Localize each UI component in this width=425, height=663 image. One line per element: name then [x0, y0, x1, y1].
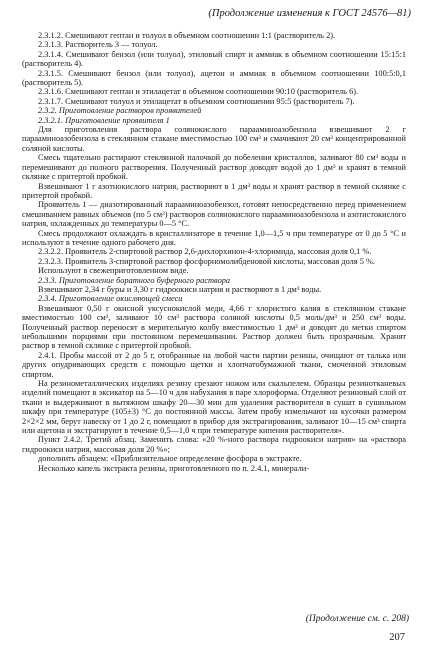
section-heading: 2.3.4. Приготовление окисляющей смеси: [38, 294, 183, 304]
continuation-note: (Продолжение см. с. 208): [305, 614, 409, 624]
paragraph: дополнить абзацем: «Приблизительное определение фосфора в экстракте.: [38, 454, 302, 464]
paragraph: Смесь тщательно растирают стеклянной палочкой до побеления кристаллов, заливают 80 см³ воды и перемешивают до полного растворения. Полученный раствор доводят водой до 1 дм³ и хранят в темной склянке с притертой пробкой.: [22, 153, 406, 182]
section-heading: 2.3.2.1. Приготовление проявителя 1: [38, 115, 170, 125]
paragraph: Проявитель 1 — диазотированный парааминоазобензол, готовят непосредственно перед применением смешиванием равных объемов (по 5 см³) растворов солянокислого парааминоазобензола и азотистокислого натрия, охлажденных до температуры 0—5 °С.: [22, 200, 406, 229]
section-heading: 2.3.3. Приготовление боратного буферного раствора: [38, 275, 231, 285]
page-number: 207: [389, 632, 405, 643]
paragraph: 2.3.1.3. Растворитель 3 — толуол.: [38, 40, 158, 50]
paragraph: Пункт 2.4.2. Третий абзац. Заменить слова: «20 %-ного раствора гидроокиси натрия» на «раствора гидроокиси натрия, массовая доля 20 %»;: [22, 435, 406, 454]
paragraph: Взвешивают 1 г азотнокислого натрия, растворяют в 1 дм³ воды и хранят раствор в темной склянке с притертой пробкой.: [22, 181, 406, 200]
paragraph: 2.3.1.6. Смешивают гептан и этилацетат в объемном соотношении 90:10 (растворитель 6).: [38, 87, 359, 97]
paragraph: Используют в свежеприготовленном виде.: [38, 266, 189, 276]
page-header: (Продолжение изменения к ГОСТ 24576—81): [208, 8, 411, 19]
paragraph: На резинометаллических изделиях резину срезают ножом или скальпелем. Образцы резинотканевых изделий помещают в эксикатор на 5—10 ч для набухания в паре хлороформа. Отделяют резиновый слой от ткани и выдерживают в вытяжном шкафу 20—30 мин для удаления растворителя в сушат в сушильном шкафу при температуре (105±3) °С до постоянной массы. Затем пробу измельчают на кусочки размером 2×2×2 мм, берут навеску от 1 до 2 г, помещают в прибор для экстрагирования, заливают 10—15 см³ спирта или ацетона и экстрагируют в течение 0,5—1,0 ч при температуре кипения растворителя».: [22, 379, 406, 436]
section-heading: 2.3.2. Приготовление растворов проявителей: [38, 106, 202, 116]
paragraph: 2.3.1.7. Смешивают толуол и этилацетат в объемном соотношении 95:5 (растворитель 7).: [38, 96, 355, 106]
paragraph: 2.3.1.5. Смешивают бензол (или толуол), ацетон и аммиак в объемном соотношении 100:5:0,1 (растворитель 5).: [22, 68, 406, 88]
paragraph: Взвешивают 0,50 г окисной уксуснокислой меди, 4,66 г хлористого калия в стеклянном стакане вместимостью 100 см³, заливают 10 см³ раствора соляной кислоты 0,5 моль/дм³ и 250 см³ воды. Полученный раствор переносят в мерительную колбу вместимостью 1 дм³ и доводят до метки спиртом небольшими порциями при постоянном перемешивании. Раствор должен быть прозрачным. Хранят раствор в темной склянке с притертой пробкой.: [22, 303, 406, 351]
paragraph: 2.3.1.4. Смешивают бензол (или толуол), этиловый спирт и аммиак в объемном соотношении 15:15:1 (растворитель 4).: [22, 49, 406, 69]
paragraph: Взвешивают 2,34 г буры и 3,30 г гидроокиси натрия и растворяют в 1 дм³ воды.: [38, 284, 322, 294]
paragraph: Смесь продолжают охлаждать в кристаллизаторе в течение 1,0—1,5 ч при температуре от 0 до 5 °С и используют в течение одного рабочего дня.: [22, 228, 406, 247]
paragraph: 2.3.2.3. Проявитель 3-спиртовой раствор фосфорномолибденовой кислоты, массовая доля 5 %.: [38, 256, 376, 266]
paragraph: Для приготовления раствора солянокислого парааминоазобензола взвешивают 2 г парааминоазобензола в стеклянном стакане вместимостью 100 см³ и смачивают 20 см³ концентрированной соляной кислоты.: [22, 125, 406, 153]
paragraph: 2.4.1. Пробы массой от 2 до 5 г, отобранные на любой части партии резины, очищают от талька или других опудривающих средств с помощью щетки и хлопчатобумажной ткани, смоченной этиловым спиртом.: [22, 350, 406, 379]
paragraph: 2.3.2.2. Проявитель 2-спиртовой раствор 2,6-дихлорхинон-4-хлоримида, массовая доля 0,1 %.: [38, 247, 372, 257]
document-body: [22, 31, 406, 473]
paragraph: 2.3.1.2. Смешивают гептан и толуол в объемном соотношении 1:1 (растворитель 2).: [38, 31, 336, 40]
paragraph: Несколько капель экстракта резины, приготовленного по п. 2.4.1, минерали-: [38, 463, 309, 473]
